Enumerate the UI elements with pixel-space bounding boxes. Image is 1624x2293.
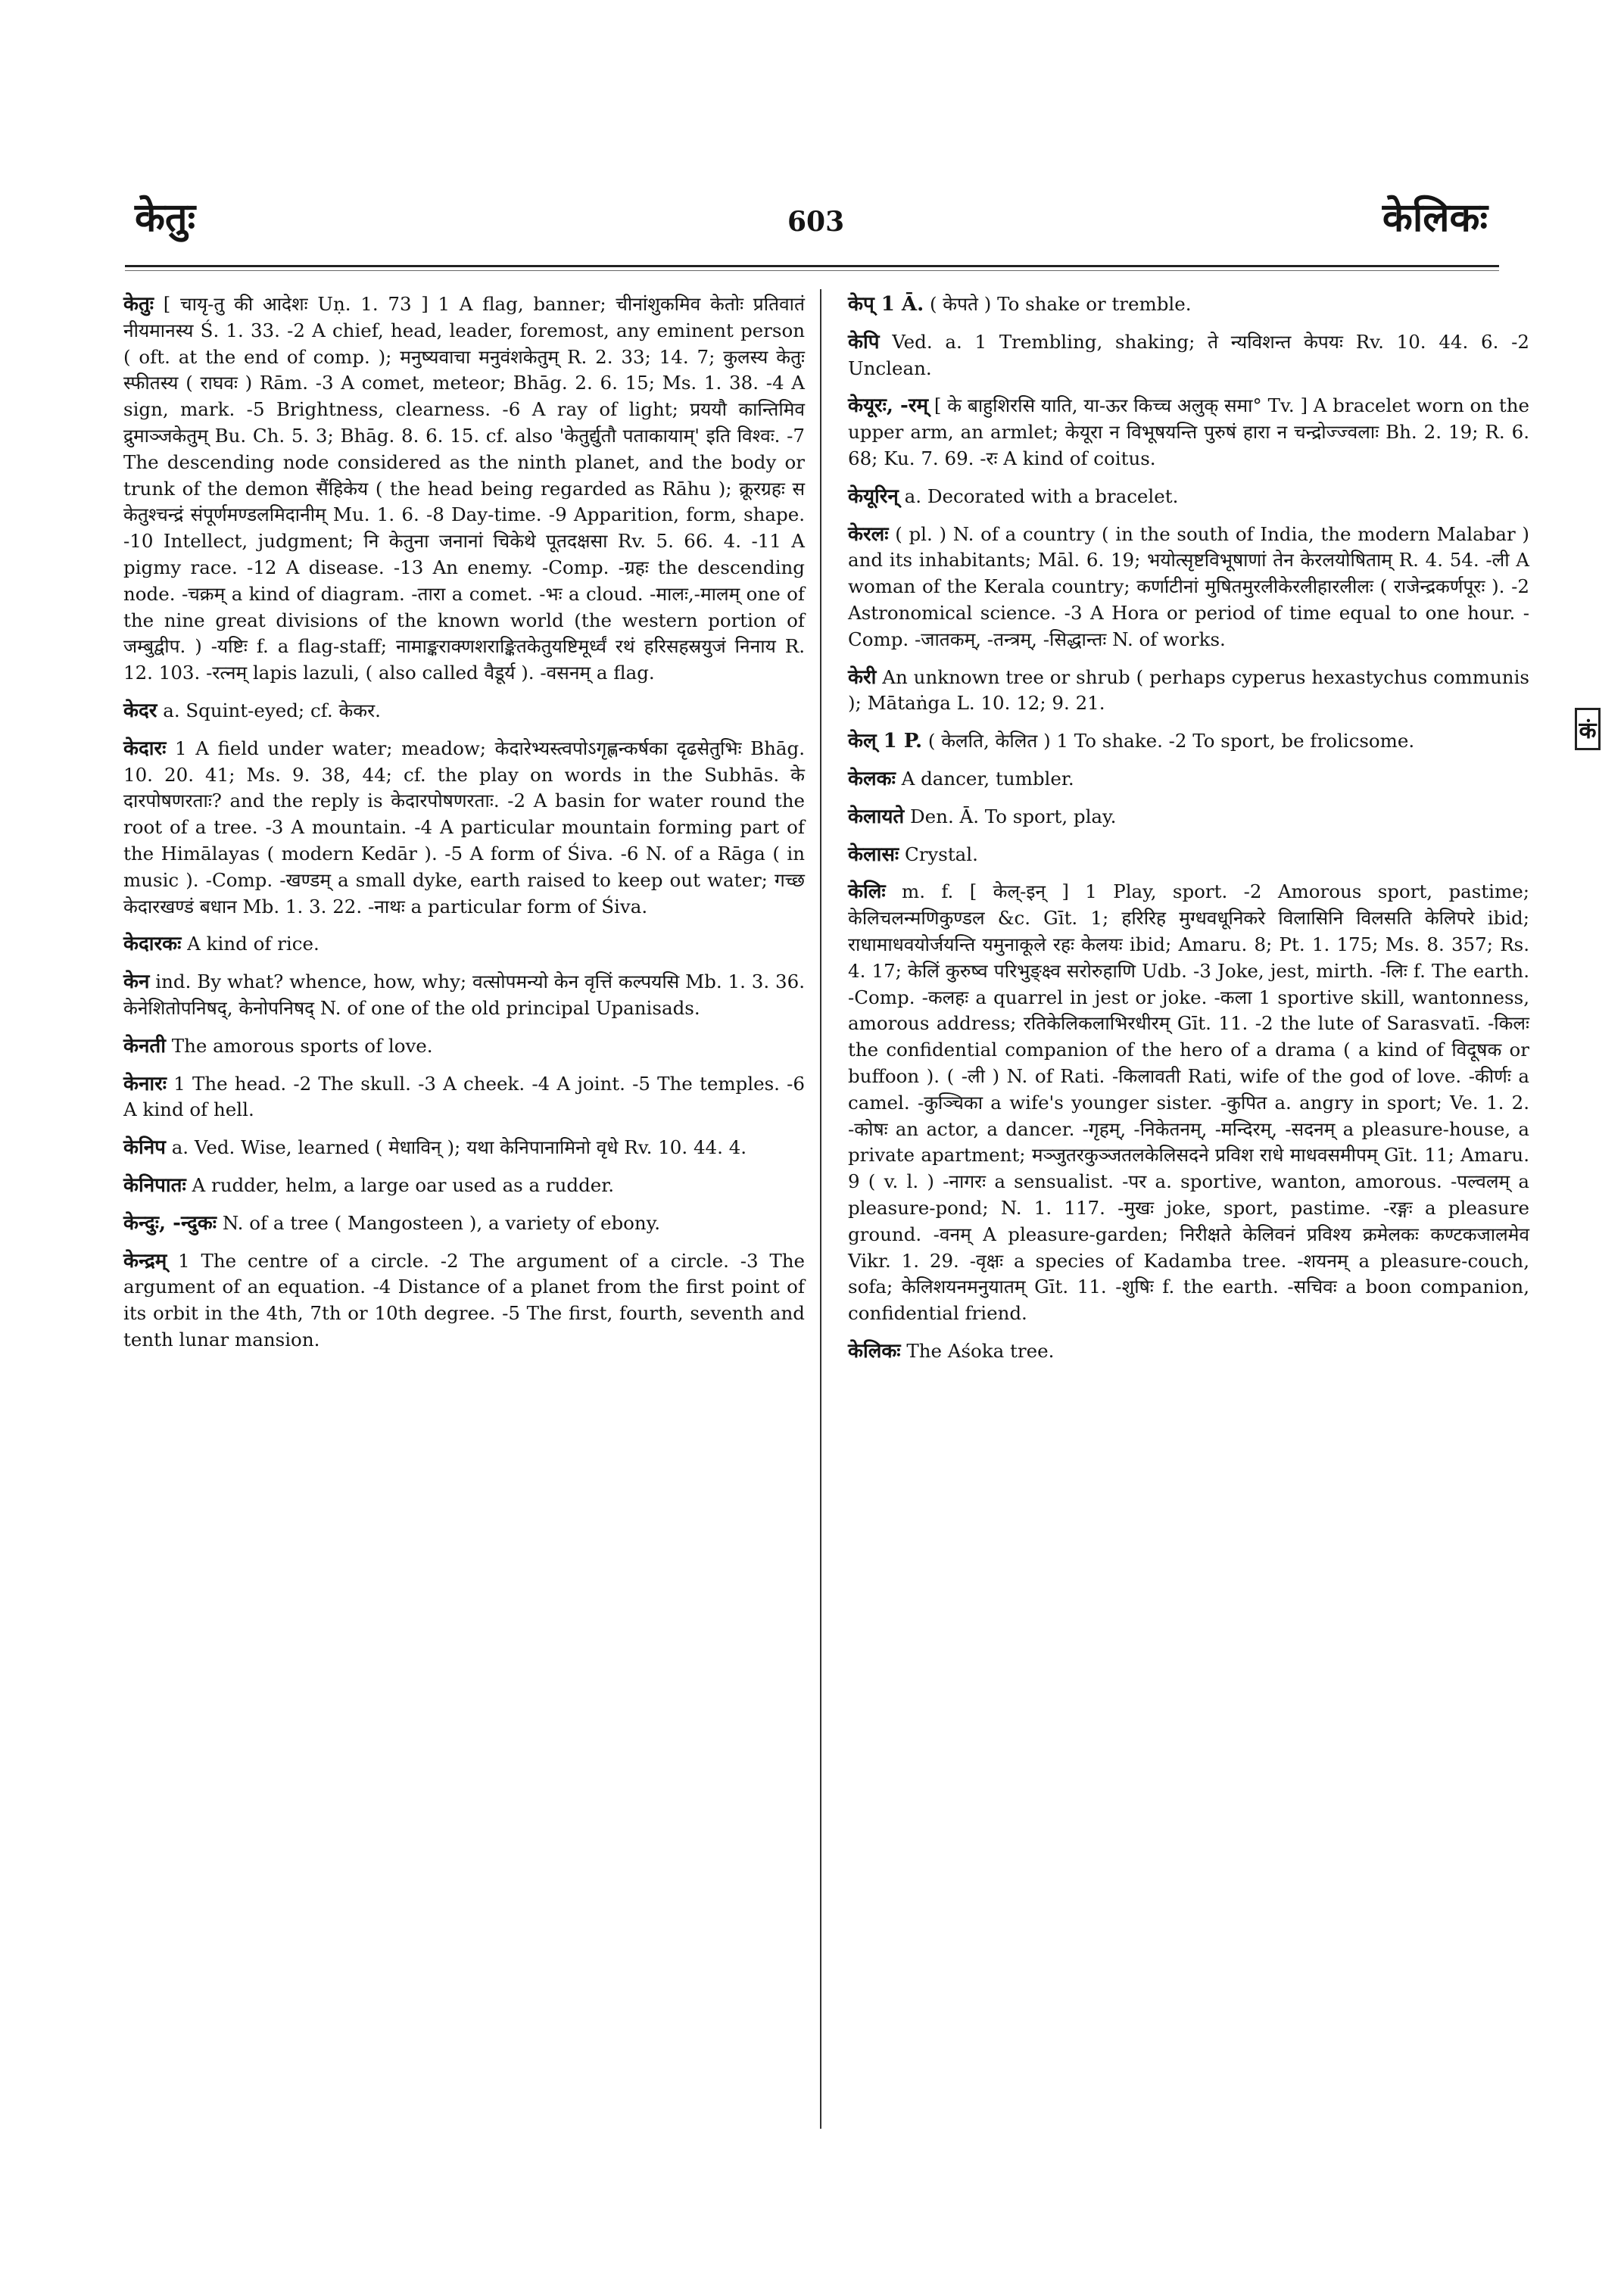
entry-definition: The amorous sports of love. xyxy=(171,1034,433,1057)
entry-definition: ind. By what? whence, how, why; वत्सोपमन्यो केन वृत्तिं कल्पयसि Mb. 1. 3. 36. केनेशितोपनिषद्, केनोपनिषद् N. of one of the old principal Upanisads. xyxy=(123,970,805,1019)
entry-definition: 1 A field under water; meadow; केदारेभ्यस्त्वपोऽगृह्णन्कर्षका दृढसेतुभिः Bhāg. 10. 20. 41; Ms. 9. 38, 44; cf. the play on words in the Subhās. के दारपोषणरताः? and the reply is केदारपोषणरताः. -2 A basin for water round the root of a tree. -3 A mountain. -4 A particular mountain forming part of the Himālayas ( modern Kedār ). -5 A form of Śiva. -6 N. of a Rāga ( in music ). -Comp. -खण्डम् a small dyke, earth raised to keep out water; गच्छ केदारखण्डं बधान Mb. 1. 3. 22. -नाथः a particular form of Śiva. xyxy=(123,737,805,918)
left-column xyxy=(123,291,805,1365)
entry-definition: Den. Ā. To sport, play. xyxy=(910,805,1117,827)
entry-headword: केरलः xyxy=(848,522,889,546)
entry-definition: 1 The centre of a circle. -2 The argument of a circle. -3 The argument of an equation. -4 Distance of a planet from the first point of its orbit in the 4th, 7th or 10th degree. -5 The first, fourth, seventh and tenth lunar mansion. xyxy=(123,1249,806,1351)
entry-headword: केल् 1 P. xyxy=(848,730,923,753)
entry-definition: 1 The head. -2 The skull. -3 A cheek. -4 A joint. -5 The temples. -6 A kind of hell. xyxy=(123,1072,805,1121)
dictionary-entry xyxy=(848,1338,1529,1365)
left-running-headword: केतुः xyxy=(135,195,196,241)
dictionary-entry xyxy=(848,766,1529,793)
entry-definition: [ के बाहुशिरसि याति, या-ऊर किच्च अलुक् समा° Tv. ] A bracelet worn on the upper arm, an armlet; केयूरा न विभूषयन्ति पुरुषं हारा न चन्द्रोज्ज्वलाः Bh. 2. 19; R. 6. 68; Ku. 7. 69. -रः A kind of coitus. xyxy=(848,394,1529,469)
entry-definition: ( केपते ) To shake or tremble. xyxy=(929,293,1192,315)
entry-headword: केयूरिन् xyxy=(848,484,899,508)
entry-headword: केलिः xyxy=(848,880,886,904)
entry-headword: केनती xyxy=(123,1034,166,1058)
column-divider xyxy=(820,289,821,2129)
entry-headword: केरी xyxy=(848,665,877,689)
dictionary-entry xyxy=(123,1071,805,1124)
dictionary-entry xyxy=(848,393,1529,472)
dictionary-entry xyxy=(848,484,1529,510)
thumb-index-mark: कं xyxy=(1575,708,1601,750)
dictionary-entry xyxy=(123,1173,805,1199)
entry-headword: केनिप xyxy=(123,1136,166,1160)
entry-headword: केलासः xyxy=(848,843,899,866)
dictionary-entry xyxy=(123,736,805,921)
entry-headword: केदारकः xyxy=(123,933,182,956)
entry-definition: The Aśoka tree. xyxy=(906,1339,1055,1362)
dictionary-entry xyxy=(123,1210,805,1237)
entry-definition: Crystal. xyxy=(904,843,978,865)
entry-definition: [ चायृ-तु की आदेशः Uṇ. 1. 73 ] 1 A flag, banner; चीनांशुकमिव केतोः प्रतिवातं नीयमानस्य Ś. 1. 33. -2 A chief, head, leader, foremost, any eminent person ( oft. at the end of comp. ); मनुष्यवाचा मनुवंशकेतुम् R. 2. 33; 14. 7; कुलस्य केतुः स्फीतस्य ( राघवः ) Rām. -3 A comet, meteor; Bhāg. 2. 6. 15; Ms. 1. 38. -4 A sign, mark. -5 Brightness, clearness. -6 A ray of light; प्रययौ कान्तिमिव द्रुमाञ्जकेतुम् Bu. Ch. 5. 3; Bhāg. 8. 6. 15. cf. also 'केतुर्द्युतौ पताकायाम्' इति विश्वः. -7 The descending node considered as the ninth planet, and the body or trunk of the demon सैंहिकेय ( the head being regarded as Rāhu ); क्रूरग्रहः स केतुश्चन्द्रं संपूर्णमण्डलमिदानीम् Mu. 1. 6. -8 Day-time. -9 Apparition, form, shape. -10 Intellect, judgment; नि केतुना जनानां चिकेथे पूतदक्षसा Rv. 5. 66. 4. -11 A pigmy race. -12 A disease. -13 An enemy. -Comp. -ग्रहः the descending node. -चक्रम् a kind of diagram. -तारा a comet. -भः a cloud. -मालः,-मालम् one of the nine great divisions of the known world (the western portion of जम्बुद्वीप. ) -यष्टिः f. a flag-staff; नामाङ्कराक्णशराङ्कितकेतुयष्टिमूर्ध्वं रथं हरिसहस्रयुजं निनाय R. 12. 103. -रत्नम् lapis lazuli, ( also called वैडूर्य ). -वसनम् a flag. xyxy=(123,293,805,684)
entry-definition: A rudder, helm, a large oar used as a rudder. xyxy=(192,1173,615,1196)
entry-headword: केपि xyxy=(848,330,880,354)
dictionary-entry xyxy=(848,804,1529,830)
entry-headword: केयूरः, -रम् xyxy=(848,394,929,418)
dictionary-entry xyxy=(123,1033,805,1060)
entry-headword: केनिपातः xyxy=(123,1173,186,1197)
dictionary-entry xyxy=(123,969,805,1022)
entry-definition: A dancer, tumbler. xyxy=(901,767,1074,790)
dictionary-entry xyxy=(123,931,805,958)
entry-definition: An unknown tree or shrub ( perhaps cyperus hexastychus communis ); Mātaṅga L. 10. 12; 9. 21. xyxy=(848,665,1529,715)
entry-headword: केलायते xyxy=(848,805,905,828)
dictionary-entry xyxy=(848,522,1529,653)
entry-definition: m. f. [ केल्-इन् ] 1 Play, sport. -2 Amorous sport, pastime; केलिचलन्मणिकुण्डल &c. Gīt. 1; हरिरिह मुग्धवधूनिकरे विलासिनि विलसति केलिपरे ibid; राधामाधवयोर्जयन्ति यमुनाकूले रहः केलयः ibid; Amaru. 8; Pt. 1. 175; Ms. 8. 357; Rs. 4. 17; केलिं कुरुष्व परिभुङ्क्ष्व सरोरुहाणि Udb. -3 Joke, jest, mirth. -लिः f. The earth. -Comp. -कलहः a quarrel in jest or joke. -कला 1 sportive skill, wantonness, amorous address; रतिकेलिकलाभिरधीरम् Gīt. 11. -2 the lute of Sarasvatī. -किलः the confidential companion of the hero of a drama ( a kind of विदूषक or buffoon ). ( -ली ) N. of Rati. -किलावती Rati, wife of the god of love. -कीर्णः a camel. -कुञ्चिका a wife's younger sister. -कुपित a. angry in sport; Ve. 1. 2. -कोषः an actor, a dancer. -गृहम्, -निकेतनम्, -मन्दिरम्, -सदनम् a pleasure-house, a private apartment; मञ्जुतरकुञ्जतलकेलिसदने प्रविश राधे माधवसमीपम् Gīt. 11; Amaru. 9 ( v. l. ) -नागरः a sensualist. -पर a. sportive, wanton, amorous. -पल्वलम् a pleasure-pond; N. 1. 117. -मुखः joke, sport, pastime. -रङ्गः a pleasure ground. -वनम् A pleasure-garden; निरीक्षते केलिवनं प्रविश्य क्रमेलकः कण्टकजालमेव Vikr. 1. 29. -वृक्षः a species of Kadamba tree. -शयनम् a pleasure-couch, sofa; केलिशयनमनुयातम् Gīt. 11. -शुषिः f. the earth. -सचिवः a boon companion, confidential friend. xyxy=(848,880,1529,1325)
dictionary-entry xyxy=(848,728,1529,755)
page-number: 603 xyxy=(787,206,845,238)
entry-definition: ( pl. ) N. of a country ( in the south of India, the modern Malabar ) and its inhabitants; Māl. 6. 19; भयोत्सृष्टविभूषाणां तेन केरलयोषिताम् R. 4. 54. -ली A woman of the Kerala country; कर्णाटीनां मुषितमुरलीकेरलीहारलीलः ( राजेन्द्रकर्णपूरः ). -2 Astronomical science. -3 A Hora or period of time equal to one hour. -Comp. -जातकम्, -तन्त्रम्, -सिद्धान्तः N. of works. xyxy=(848,522,1529,650)
dictionary-entry xyxy=(123,291,805,687)
dictionary-entry xyxy=(123,1248,805,1354)
entry-headword: केदर xyxy=(123,699,157,722)
right-running-headword: केलिकः xyxy=(1382,195,1488,241)
entry-headword: केन xyxy=(123,970,150,994)
entry-headword: केतुः xyxy=(123,293,154,316)
right-column xyxy=(848,291,1529,1376)
entry-headword: केलिकः xyxy=(848,1339,901,1363)
entry-definition: a. Ved. Wise, learned ( मेधाविन् ); यथा केनिपानामिनो वृधे Rv. 10. 44. 4. xyxy=(171,1136,747,1159)
entry-definition: a. Squint-eyed; cf. केकर. xyxy=(163,699,381,721)
dictionary-entry xyxy=(848,329,1529,382)
entry-definition: ( केलति, केलित ) 1 To shake. -2 To sport, be frolicsome. xyxy=(927,730,1415,752)
header-rule xyxy=(125,265,1499,271)
dictionary-entry xyxy=(848,291,1529,318)
entry-definition: Ved. a. 1 Trembling, shaking; ते न्यविशन्त केपयः Rv. 10. 44. 6. -2 Unclean. xyxy=(848,330,1529,379)
entry-headword: केलकः xyxy=(848,767,896,790)
entry-definition: a. Decorated with a bracelet. xyxy=(904,484,1179,507)
dictionary-entry xyxy=(123,1135,805,1161)
dictionary-entry xyxy=(848,879,1529,1327)
entry-definition: A kind of rice. xyxy=(187,933,320,955)
entry-headword: केन्दुः, -न्दुकः xyxy=(123,1211,217,1235)
entry-headword: केदारः xyxy=(123,737,167,760)
entry-headword: केन्द्रम् xyxy=(123,1249,167,1273)
dictionary-entry xyxy=(123,698,805,724)
entry-definition: N. of a tree ( Mangosteen ), a variety of ebony. xyxy=(222,1211,661,1234)
dictionary-entry xyxy=(848,842,1529,868)
entry-headword: केनारः xyxy=(123,1072,167,1095)
dictionary-entry xyxy=(848,665,1529,718)
entry-headword: केप् 1 Ā. xyxy=(848,293,924,316)
